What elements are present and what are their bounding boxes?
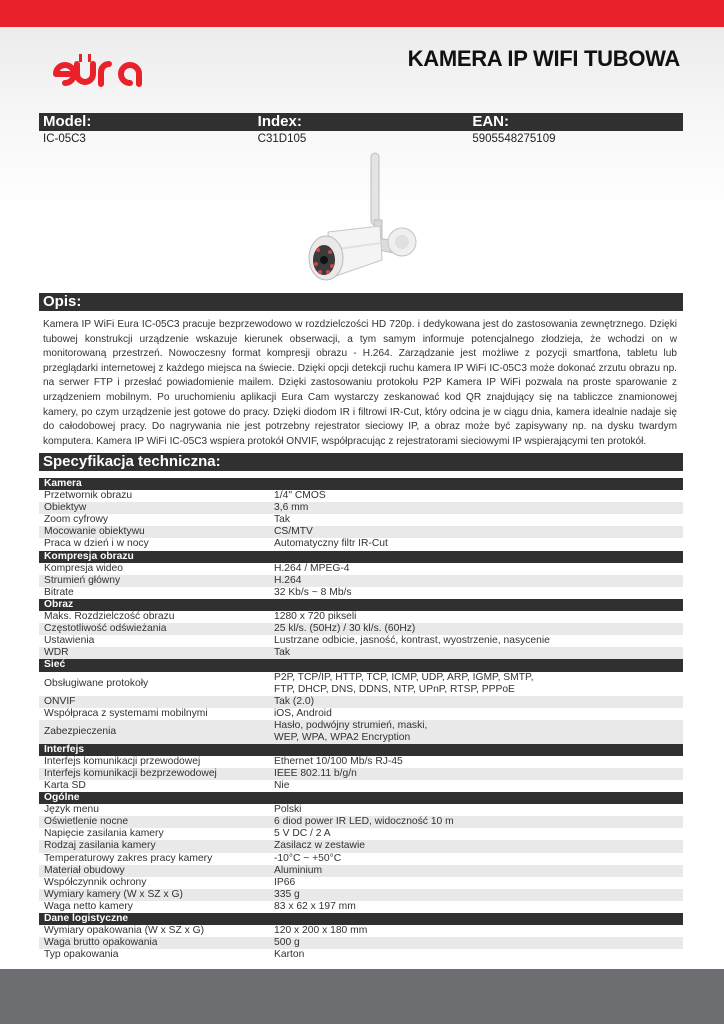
spec-value bbox=[269, 502, 683, 514]
page-title: KAMERA IP WIFI TUBOWA bbox=[407, 46, 680, 71]
spec-row bbox=[39, 780, 683, 792]
spec-value-line: Automatyczny filtr IR-Cut bbox=[274, 538, 388, 550]
spec-category: Interfejs bbox=[39, 744, 683, 756]
spec-label: Praca w dzień i w nocy bbox=[44, 538, 149, 550]
spec-row bbox=[39, 647, 683, 659]
spec-value-line: Tak (2.0) bbox=[274, 695, 315, 707]
spec-label: Typ opakowania bbox=[44, 949, 119, 961]
identification-values bbox=[39, 131, 683, 147]
spec-value bbox=[269, 877, 683, 889]
spec-value bbox=[269, 756, 683, 768]
spec-value-line: 32 Kb/s ~ 8 Mb/s bbox=[274, 586, 352, 598]
spec-row bbox=[39, 708, 683, 720]
spec-value-line: Ethernet 10/100 Mb/s RJ-45 bbox=[274, 755, 403, 767]
spec-label: Maks. Rozdzielczość obrazu bbox=[44, 611, 175, 623]
spec-row bbox=[39, 502, 683, 514]
spec-value-line: 83 x 62 x 197 mm bbox=[274, 900, 356, 912]
page-footer bbox=[0, 969, 724, 1024]
spec-row bbox=[39, 877, 683, 889]
spec-value bbox=[269, 804, 683, 816]
spec-label: Obsługiwane protokoły bbox=[44, 677, 149, 689]
spec-value bbox=[269, 563, 683, 575]
spec-value bbox=[269, 635, 683, 647]
spec-value-line: 6 diod power IR LED, widoczność 10 m bbox=[274, 816, 454, 828]
spec-value-line: 25 kl/s. (50Hz) / 30 kl/s. (60Hz) bbox=[274, 623, 416, 635]
spec-row bbox=[39, 949, 683, 961]
spec-row bbox=[39, 538, 683, 550]
spec-value-line: 3,6 mm bbox=[274, 502, 309, 514]
spec-label: Zabezpieczenia bbox=[44, 725, 117, 737]
spec-value-line: 500 g bbox=[274, 937, 300, 949]
index-header: Index: bbox=[257, 113, 302, 130]
spec-label: Temperaturowy zakres pracy kamery bbox=[44, 852, 213, 864]
spec-value bbox=[269, 587, 683, 599]
spec-value-line: H.264 / MPEG-4 bbox=[274, 562, 350, 574]
spec-value bbox=[269, 514, 683, 526]
specification-table bbox=[39, 478, 683, 961]
spec-label: Wymiary kamery (W x SZ x G) bbox=[44, 888, 183, 900]
spec-row bbox=[39, 720, 683, 744]
identification-header bbox=[39, 113, 683, 131]
top-accent-bar bbox=[0, 0, 724, 27]
spec-row bbox=[39, 563, 683, 575]
spec-row bbox=[39, 696, 683, 708]
spec-value-line: -10°C ~ +50°C bbox=[274, 852, 342, 864]
spec-category: Kamera bbox=[39, 478, 683, 490]
spec-value-line: Aluminium bbox=[274, 864, 323, 876]
spec-label: Bitrate bbox=[44, 586, 74, 598]
spec-value bbox=[269, 816, 683, 828]
spec-value-line: Hasło, podwójny strumień, maski, bbox=[274, 719, 428, 731]
model-value: IC-05C3 bbox=[43, 133, 86, 145]
spec-value-line: 335 g bbox=[274, 888, 300, 900]
spec-label: Karta SD bbox=[44, 779, 86, 791]
spec-value-line: Lustrzane odbicie, jasność, kontrast, wyostrzenie, nasycenie bbox=[274, 635, 550, 647]
spec-label: Strumień główny bbox=[44, 574, 121, 586]
spec-label: Przetwornik obrazu bbox=[44, 490, 133, 502]
spec-value-line: 120 x 200 x 180 mm bbox=[274, 925, 368, 937]
spec-row bbox=[39, 828, 683, 840]
spec-value bbox=[269, 768, 683, 780]
spec-row bbox=[39, 768, 683, 780]
spec-label: Częstotliwość odświeżania bbox=[44, 623, 167, 635]
spec-value bbox=[269, 575, 683, 587]
spec-label: Materiał obudowy bbox=[44, 864, 125, 876]
spec-value bbox=[269, 720, 683, 744]
spec-value bbox=[269, 538, 683, 550]
spec-label: Ustawienia bbox=[44, 635, 95, 647]
spec-label: ONVIF bbox=[44, 695, 76, 707]
description-heading: Opis: bbox=[39, 293, 683, 311]
spec-label: Zoom cyfrowy bbox=[44, 514, 109, 526]
spec-value-line: FTP, DHCP, DNS, DDNS, NTP, UPnP, RTSP, PPPoE bbox=[274, 683, 515, 695]
spec-value bbox=[269, 623, 683, 635]
spec-row bbox=[39, 514, 683, 526]
spec-category: Sieć bbox=[39, 659, 683, 671]
spec-row bbox=[39, 901, 683, 913]
spec-value bbox=[269, 672, 683, 696]
spec-row bbox=[39, 611, 683, 623]
spec-value-line: H.264 bbox=[274, 574, 302, 586]
spec-row bbox=[39, 672, 683, 696]
spec-value-line: IEEE 802.11 b/g/n bbox=[274, 767, 357, 779]
spec-row bbox=[39, 816, 683, 828]
spec-row bbox=[39, 804, 683, 816]
spec-value-line: iOS, Android bbox=[274, 707, 332, 719]
spec-label: Kompresja wideo bbox=[44, 562, 123, 574]
spec-value bbox=[269, 853, 683, 865]
spec-row bbox=[39, 526, 683, 538]
spec-value-line: Tak bbox=[274, 647, 291, 659]
spec-value bbox=[269, 780, 683, 792]
spec-value-line: Polski bbox=[274, 804, 302, 816]
spec-row bbox=[39, 587, 683, 599]
spec-row bbox=[39, 756, 683, 768]
spec-value bbox=[269, 611, 683, 623]
spec-value-line: 1/4" CMOS bbox=[274, 490, 326, 502]
spec-value bbox=[269, 647, 683, 659]
spec-value bbox=[269, 889, 683, 901]
spec-category: Kompresja obrazu bbox=[39, 551, 683, 563]
spec-label: Wymiary opakowania (W x SZ x G) bbox=[44, 925, 205, 937]
spec-value-line: IP66 bbox=[274, 876, 296, 888]
spec-row bbox=[39, 623, 683, 635]
spec-label: Waga brutto opakowania bbox=[44, 937, 158, 949]
spec-row bbox=[39, 490, 683, 502]
spec-row bbox=[39, 575, 683, 587]
spec-value bbox=[269, 828, 683, 840]
spec-row bbox=[39, 889, 683, 901]
spec-label: Mocowanie obiektywu bbox=[44, 526, 145, 538]
spec-label: Napięcie zasilania kamery bbox=[44, 828, 164, 840]
spec-value-line: Nie bbox=[274, 779, 290, 791]
spec-value bbox=[269, 490, 683, 502]
spec-value bbox=[269, 526, 683, 538]
spec-value bbox=[269, 865, 683, 877]
spec-row bbox=[39, 937, 683, 949]
spec-category: Dane logistyczne bbox=[39, 913, 683, 925]
spec-value-line: WEP, WPA, WPA2 Encryption bbox=[274, 731, 411, 743]
camera-product-image bbox=[296, 150, 426, 288]
spec-value bbox=[269, 949, 683, 961]
spec-label: Obiektyw bbox=[44, 502, 87, 514]
spec-value bbox=[269, 696, 683, 708]
spec-row bbox=[39, 865, 683, 877]
spec-row bbox=[39, 840, 683, 852]
spec-value-line: 5 V DC / 2 A bbox=[274, 828, 331, 840]
spec-label: Język menu bbox=[44, 804, 99, 816]
spec-value-line: Zasilacz w zestawie bbox=[274, 840, 365, 852]
spec-value bbox=[269, 937, 683, 949]
spec-category: Obraz bbox=[39, 599, 683, 611]
spec-row bbox=[39, 635, 683, 647]
ean-header: EAN: bbox=[472, 113, 510, 130]
spec-label: Oświetlenie nocne bbox=[44, 816, 129, 828]
spec-value-line: Karton bbox=[274, 949, 305, 961]
description-text: Kamera IP WiFi Eura IC-05C3 pracuje bezprzewodowo w rozdzielczości HD 720p. i dedykowana jest do zastosowania zewnętrznego. Dzięki tubowej konstrukcji urządzenie wskazuje kierunek obserwacji, a tym samym informuje potencjalnego złodzieja, że wchodzi on w monitorowaną przestrzeń. Nowoczesny format kompresji obrazu - H.264. Zarządzanie jest możliwe z pozycji smartfona, tabletu lub przeglądarki internetowej z każdego miejsca na świecie. Dzięki opcji detekcji ruchu kamera IP WiFi IC-05C3 może dokonać zrzutu obrazu np. na serwer FTP i przesłać powiadomienie mailem. Dzięki zastosowaniu protokołu P2P Kamera IP WiFi pozwala na proste sparowanie z urządzeniem mobilnym. Po uruchomieniu aplikacji Eura Cam wystarczy zeskanować kod QR znajdujący się na tabliczce znamionowej kamery, po czym urządzenie jest gotowe do pracy. Dzięki diodom IR i filtrowi IR-Cut, który odcina je w ciągu dnia, kamera idealnie nadaje się do całodobowej pracy. Do nagrywania nie jest potrzebny rejestrator sieciowy IP, a obraz może być zapisywany np. na dysku twardym komputera. Kamera IP WiFi IC-05C3 wspiera protokół ONVIF, współpracując z rejestratorami sieciowymi IP wspierającymi ten protokół. bbox=[43, 319, 677, 447]
spec-label: Waga netto kamery bbox=[44, 900, 133, 912]
spec-label: Rodzaj zasilania kamery bbox=[44, 840, 156, 852]
spec-value-line: CS/MTV bbox=[274, 526, 313, 538]
eura-logo bbox=[50, 52, 146, 88]
spec-category: Ogólne bbox=[39, 792, 683, 804]
spec-value-line: Tak bbox=[274, 514, 291, 526]
spec-label: Współczynnik ochrony bbox=[44, 876, 147, 888]
spec-label: WDR bbox=[44, 647, 69, 659]
spec-label: Współpraca z systemami mobilnymi bbox=[44, 707, 208, 719]
model-header: Model: bbox=[43, 113, 92, 130]
spec-value bbox=[269, 925, 683, 937]
spec-value bbox=[269, 708, 683, 720]
spec-value-line: P2P, TCP/IP, HTTP, TCP, ICMP, UDP, ARP, IGMP, SMTP, bbox=[274, 671, 534, 683]
ean-value: 5905548275109 bbox=[472, 133, 556, 145]
index-value: C31D105 bbox=[257, 133, 307, 145]
specification-heading: Specyfikacja techniczna: bbox=[39, 453, 683, 471]
spec-value bbox=[269, 901, 683, 913]
spec-row bbox=[39, 853, 683, 865]
spec-value-line: 1280 x 720 pikseli bbox=[274, 611, 357, 623]
spec-label: Interfejs komunikacji przewodowej bbox=[44, 755, 201, 767]
spec-row bbox=[39, 925, 683, 937]
spec-label: Interfejs komunikacji bezprzewodowej bbox=[44, 767, 217, 779]
spec-value bbox=[269, 840, 683, 852]
